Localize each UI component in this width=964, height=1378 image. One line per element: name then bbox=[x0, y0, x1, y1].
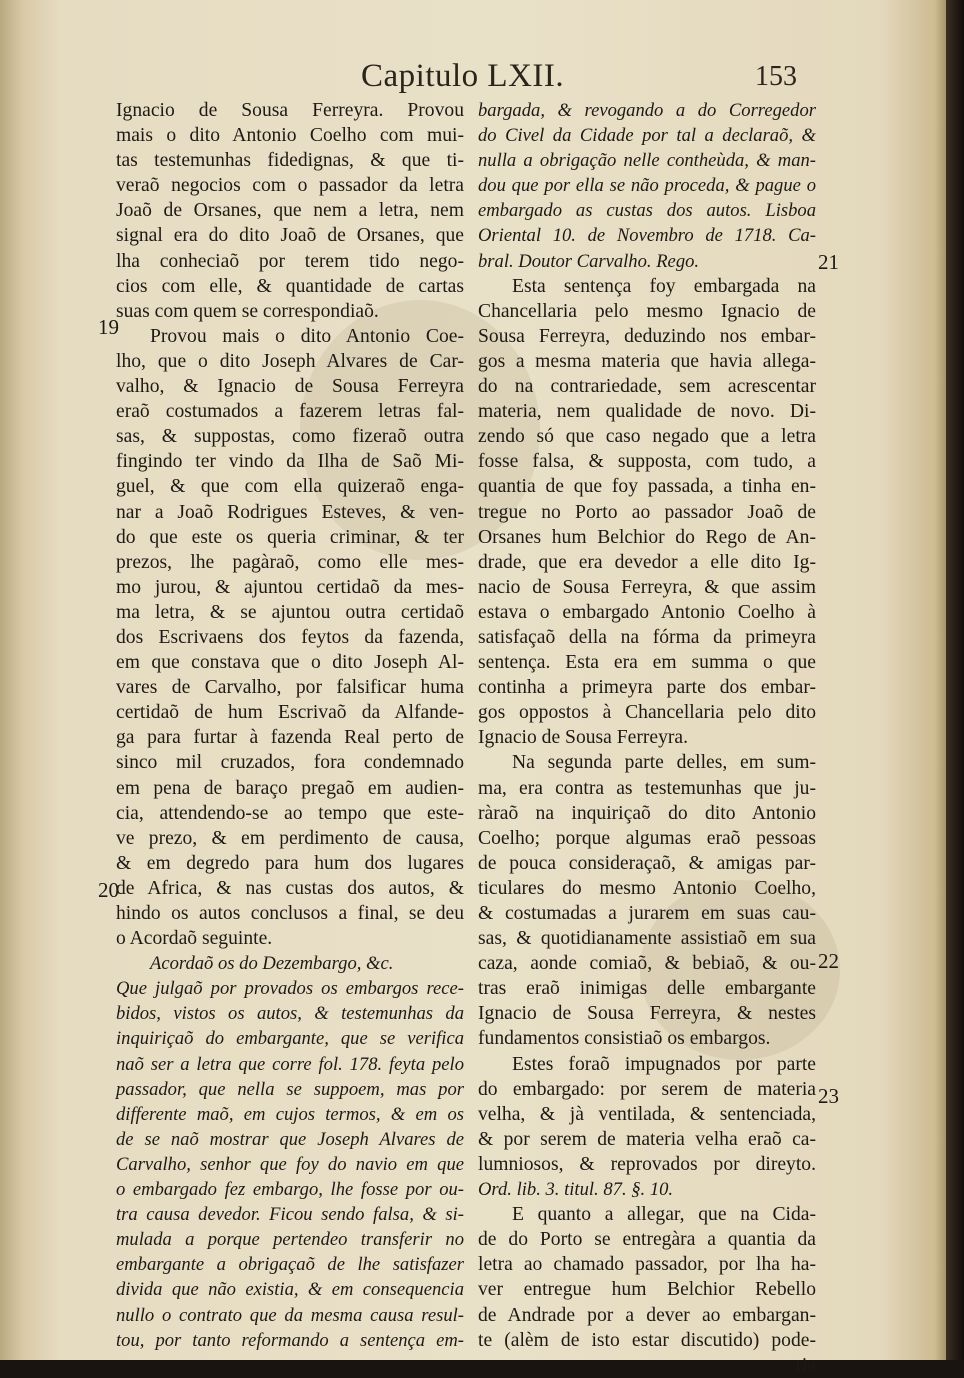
text-line: o embargado fez embargo, lhe fosse por ou- bbox=[116, 1179, 464, 1201]
text-line: ma letra, & se ajuntou outra certidaõ bbox=[116, 601, 464, 623]
paragraph-first-line: Provou mais o dito Antonio Coe- bbox=[150, 325, 464, 347]
text-line: hindo os autos conclusos a final, se deu bbox=[116, 903, 464, 924]
text-line: te (alèm de isto estar discutido) pode- bbox=[478, 1329, 816, 1351]
text-line: bidos, vistos os autos, & testemunhas da bbox=[116, 1003, 464, 1025]
text-line: em pena de baraço pregaõ em audien- bbox=[116, 777, 464, 799]
text-line: ve prezo, & em perdimento de causa, bbox=[116, 827, 464, 849]
text-line: tregue no Porto ao passador Joaõ de bbox=[478, 501, 816, 523]
text-line: de Africa, & nas custas dos autos, & bbox=[116, 877, 464, 899]
text-line: fingindo ter vindo da Ilha de Saõ Mi- bbox=[116, 451, 464, 473]
text-line: dou que por ella se não proceda, & pague o bbox=[478, 175, 816, 197]
book-edge bbox=[946, 0, 964, 1360]
text-line: Coelho; porque algumas eraõ pessoas bbox=[478, 827, 816, 849]
text-line: estava o embargado Antonio Coelho à bbox=[478, 601, 816, 623]
margin-number: 22 bbox=[818, 949, 839, 973]
text-line: de Andrade por a dever ao embargan- bbox=[478, 1304, 816, 1326]
margin-number: 20 bbox=[98, 878, 119, 902]
text-line: bargada, & revogando a do Corregedor bbox=[478, 100, 816, 121]
citation-line: Ord. lib. 3. titul. 87. §. 10. bbox=[478, 1179, 674, 1201]
text-line: nacio de Sousa Ferreyra, & que assim bbox=[478, 576, 816, 598]
text-line: Que julgaõ por provados os embargos rece- bbox=[116, 978, 464, 1000]
text-line: do Civel da Cidade por tal a declaraõ, & bbox=[478, 125, 816, 147]
text-line: tas testemunhas fidedignas, & que ti- bbox=[116, 150, 464, 172]
text-line: o Acordaõ seguinte. bbox=[116, 928, 273, 950]
text-line: Orsanes hum Belchior do Rego de An- bbox=[478, 526, 816, 548]
text-line: divida que não existia, & em consequencia bbox=[116, 1279, 464, 1301]
text-line: gos oppostos à Chancellaria pelo dito bbox=[478, 702, 816, 724]
text-line: ticulares do mesmo Antonio Coelho, bbox=[478, 877, 816, 899]
text-line: Joaõ de Orsanes, que nem a letra, nem bbox=[116, 200, 464, 222]
text-line: & costumadas a jurarem em suas cau- bbox=[478, 903, 816, 924]
text-line: lha conheciaõ por terem tido nego- bbox=[116, 250, 464, 272]
text-line: Chancellaria pelo mesmo Ignacio de bbox=[478, 300, 816, 322]
paragraph-first-line: E quanto a allegar, que na Cida- bbox=[512, 1204, 816, 1226]
text-line: do na contrariedade, sem acrescentar bbox=[478, 376, 816, 398]
text-line: de do Porto se entregàra a quantia da bbox=[478, 1229, 816, 1251]
text-line: tou, por tanto reformando a sentença em- bbox=[116, 1329, 464, 1351]
text-line: ver entregue hum Belchior Rebello bbox=[478, 1279, 816, 1301]
text-line: nar a Joaõ Rodrigues Esteves, & ven- bbox=[116, 501, 464, 523]
text-line: inquiriçaõ do embargante, que se verifica bbox=[116, 1028, 464, 1050]
text-line: tra causa devedor. Ficou sendo falsa, & si- bbox=[116, 1204, 464, 1226]
text-line: & por serem de materia velha eraõ ca- bbox=[478, 1128, 816, 1150]
text-line: embargado as custas dos autos. Lisboa bbox=[478, 200, 816, 222]
text-line: drade, que era devedor a elle dito Ig- bbox=[478, 551, 816, 573]
text-line: zendo só que caso negado que a letra bbox=[478, 426, 816, 448]
text-line: & em degredo para hum dos lugares bbox=[116, 852, 464, 874]
text-line: cios com elle, & quantidade de cartas bbox=[116, 275, 464, 297]
text-line: mo jurou, & ajuntou certidaõ da mes- bbox=[116, 576, 464, 598]
text-line: suas com quem se correspondiaõ. bbox=[116, 300, 379, 322]
text-line: sas, & quotidianamente assistiaõ em sua bbox=[478, 928, 816, 950]
text-line: ràraõ na inquiriçaõ do dito Antonio bbox=[478, 802, 816, 824]
text-line: letra ao chamado passador, por lha ha- bbox=[478, 1254, 816, 1276]
text-line: nullo o contrato que da mesma causa resul- bbox=[116, 1304, 464, 1326]
text-line: naõ ser a letra que corre fol. 178. feyta pelo bbox=[116, 1053, 464, 1075]
text-line: differente maõ, em cujos termos, & em os bbox=[116, 1103, 464, 1125]
text-line: materia, nem qualidade de novo. Di- bbox=[478, 401, 816, 423]
text-line: fosse falsa, & supposta, com tudo, a bbox=[478, 451, 816, 473]
chapter-title: Capitulo LXII. bbox=[361, 58, 565, 94]
acordao-heading: Acordaõ os do Dezembargo, &c. bbox=[150, 953, 394, 975]
text-line: cia, attendendo-se ao tempo que este- bbox=[116, 802, 464, 824]
margin-number: 23 bbox=[818, 1084, 839, 1108]
text-line: ma, era contra as testemunhas que ju- bbox=[478, 777, 816, 799]
text-line: signal era do dito Joaõ de Orsanes, que bbox=[116, 225, 464, 247]
text-line: do embargado: por serem de materia bbox=[478, 1078, 816, 1100]
text-line: mais o dito Antonio Coelho com mui- bbox=[116, 125, 464, 147]
text-line: fundamentos consistiaõ os embargos. bbox=[478, 1028, 771, 1050]
margin-number: 21 bbox=[818, 250, 839, 274]
text-line: caza, aonde comiaõ, & bebiaõ, & ou- bbox=[478, 953, 816, 975]
left-column bbox=[116, 98, 464, 1353]
text-line: vares de Carvalho, por falsificar huma bbox=[116, 677, 464, 699]
catchword: ria bbox=[795, 1354, 816, 1376]
text-line: em que constava que o dito Joseph Al- bbox=[116, 652, 464, 674]
text-line: prezos, lhe pagàraõ, como elle mes- bbox=[116, 551, 464, 573]
text-line: ga para furtar à fazenda Real perto de bbox=[116, 727, 464, 749]
text-line: Ignacio de Sousa Ferreyra. bbox=[478, 727, 689, 749]
text-line: valho, & Ignacio de Sousa Ferreyra bbox=[116, 376, 464, 398]
text-line: Sousa Ferreyra, deduzindo nos embar- bbox=[478, 325, 816, 347]
text-line: quantia de que foy passada, a tinha en- bbox=[478, 476, 816, 498]
paragraph-first-line: Esta sentença foy embargada na bbox=[512, 275, 816, 297]
text-line: passador, que nella se suppoem, mas por bbox=[116, 1078, 464, 1100]
text-line: embargante a obrigaçaõ de lhe satisfazer bbox=[116, 1254, 464, 1276]
text-line: tras eraõ inimigas delle embargante bbox=[478, 978, 816, 1000]
text-line: dos Escrivaens dos feytos da fazenda, bbox=[116, 626, 464, 648]
text-line: do que este os queria criminar, & ter bbox=[116, 526, 464, 548]
text-line: sinco mil cruzados, fora condemnado bbox=[116, 752, 464, 774]
text-line: satisfaçaõ della na fórma da primeyra bbox=[478, 626, 816, 648]
text-line: Oriental 10. de Novembro de 1718. Ca- bbox=[478, 225, 816, 247]
paragraph-first-line: Na segunda parte delles, em sum- bbox=[512, 752, 816, 774]
paragraph-first-line: Estes foraõ impugnados por parte bbox=[512, 1053, 816, 1075]
text-line: de se naõ mostrar que Joseph Alvares de bbox=[116, 1128, 464, 1150]
text-line: velha, & jà ventilada, & sentenciada, bbox=[478, 1103, 816, 1125]
text-line: bral. Doutor Carvalho. Rego. bbox=[478, 250, 700, 272]
text-line: nulla a obrigação nelle contheùda, & man- bbox=[478, 150, 816, 172]
right-column bbox=[478, 98, 816, 1378]
text-line: eraõ costumados a fazerem letras fal- bbox=[116, 401, 464, 423]
text-line: Ignacio de Sousa Ferreyra, & nestes bbox=[478, 1003, 816, 1025]
margin-number: 19 bbox=[98, 315, 119, 339]
text-line: Carvalho, senhor que foy do navio em que bbox=[116, 1153, 464, 1175]
text-line: lho, que o dito Joseph Alvares de Car- bbox=[116, 350, 464, 372]
text-line: lumniosos, & reprovados por direyto. bbox=[478, 1153, 816, 1175]
text-line: certidaõ de hum Escrivaõ da Alfande- bbox=[116, 702, 464, 724]
text-line: guel, & que com ella quizeraõ enga- bbox=[116, 476, 464, 498]
text-line: veraõ negocios com o passador da letra bbox=[116, 175, 464, 197]
page-number: 153 bbox=[755, 61, 797, 92]
text-line: sentença. Esta era em summa o que bbox=[478, 652, 816, 674]
text-line: de pouca consideraçaõ, & amigas par- bbox=[478, 852, 816, 874]
text-line: Ignacio de Sousa Ferreyra. Provou bbox=[116, 100, 464, 121]
text-line: mulada a porque pertendeo transferir no bbox=[116, 1229, 464, 1251]
text-line: continha a primeyra parte dos embar- bbox=[478, 677, 816, 699]
text-line: sas, & suppostas, como fizeraõ outra bbox=[116, 426, 464, 448]
text-line: gos a mesma materia que havia allega- bbox=[478, 350, 816, 372]
